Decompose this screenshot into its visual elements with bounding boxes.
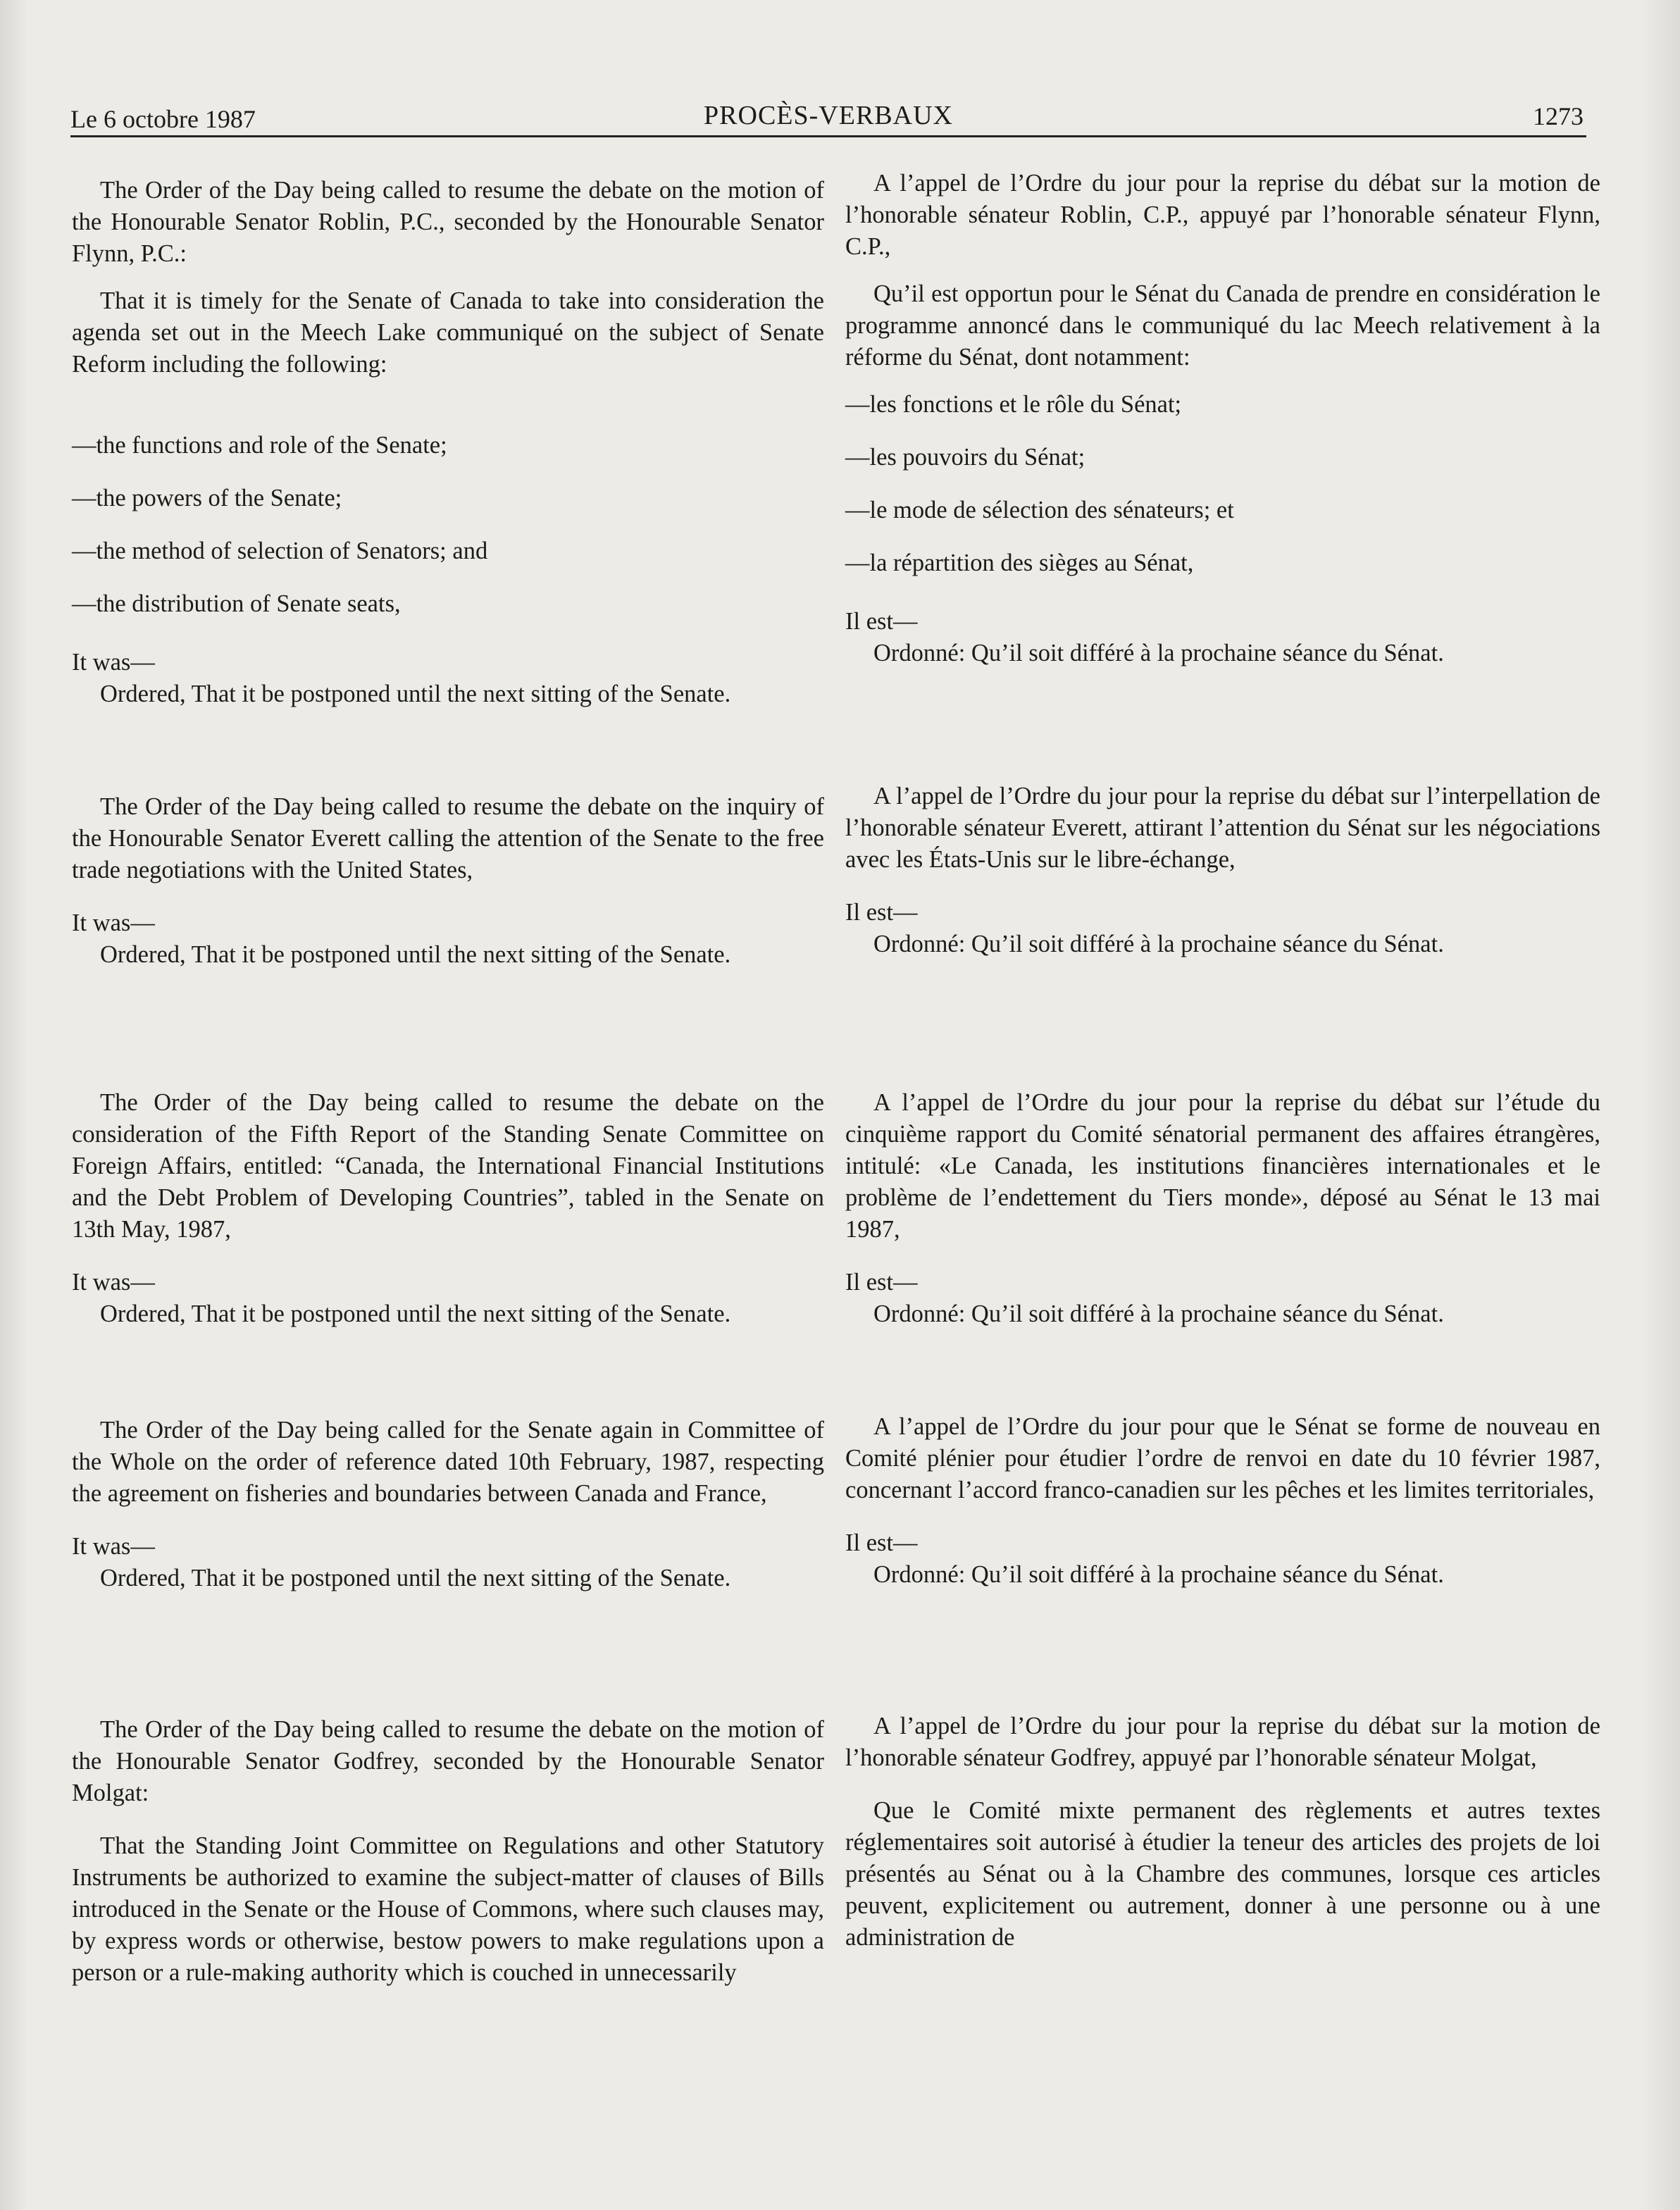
fr-item2-ordered: Ordonné: Qu’il soit différé à la prochaine séance du Sénat. <box>873 931 1444 957</box>
page-header <box>70 99 1586 137</box>
en-item1-list-0: —the functions and role of the Senate; <box>72 432 447 459</box>
header-title: PROCÈS-VERBAUX <box>704 101 953 130</box>
fr-item1-intro: A l’appel de l’Ordre du jour pour la reprise du débat sur la motion de l’honorable sénateur Roblin, C.P., appuyé par l’honorable sénateur Flynn, C.P., <box>845 170 1600 260</box>
header-date: Le 6 octobre 1987 <box>70 105 256 133</box>
fr-item1-list-2: —le mode de sélection des sénateurs; et <box>845 497 1234 523</box>
fr-item1-ordered: Ordonné: Qu’il soit différé à la prochaine séance du Sénat. <box>873 640 1444 666</box>
en-item1-motion: That it is timely for the Senate of Canada to take into consideration the agenda set out in the Meech Lake communiqué on the subject of Senate Reform including the following: <box>72 287 824 378</box>
fr-item3-intro: A l’appel de l’Ordre du jour pour la reprise du débat sur l’étude du cinquième rapport du Comité sénatorial permanent des affaires étrangères, intitulé: «Le Canada, les institutions financières internationales et le problème de l’endettement du Tiers monde», déposé au Sénat le 13 mai 1987, <box>845 1089 1600 1243</box>
en-item1-intro: The Order of the Day being called to resume the debate on the motion of the Honourable Senator Roblin, P.C., seconded by the Honourable Senator Flynn, P.C.: <box>72 177 824 267</box>
fr-item2-it-was: Il est— <box>845 899 918 926</box>
fr-item-fisheries <box>845 1411 1600 1591</box>
fr-item1-list-0: —les fonctions et le rôle du Sénat; <box>845 391 1182 418</box>
fr-item-everett <box>845 781 1600 960</box>
fr-item-godfrey <box>845 1711 1600 1954</box>
fr-item5-motion: Que le Comité mixte permanent des règlements et autres textes réglementaires soit autorisé à étudier la teneur des articles des projets de loi présentés au Sénat ou à la Chambre des communes, lorsque ces articles peuvent, explicitement ou autrement, donner à une personne ou à une administration de <box>845 1797 1600 1951</box>
en-item1-list-3: —the distribution of Senate seats, <box>72 590 401 617</box>
fr-item3-it-was: Il est— <box>845 1269 918 1296</box>
en-item-fifth-report <box>72 1087 824 1330</box>
fr-item2-intro: A l’appel de l’Ordre du jour pour la reprise du débat sur l’interpellation de l’honorable sénateur Everett, attirant l’attention du Sénat sur les négociations avec les États-Unis sur le libre-échange, <box>845 783 1600 873</box>
fr-item5-intro: A l’appel de l’Ordre du jour pour la reprise du débat sur la motion de l’honorable sénateur Godfrey, appuyé par l’honorable sénateur Molgat, <box>845 1713 1600 1771</box>
en-item5-intro: The Order of the Day being called to resume the debate on the motion of the Honourable Senator Godfrey, seconded by the Honourable Senator Molgat: <box>72 1716 824 1806</box>
fr-item-roblin <box>845 168 1600 669</box>
fr-item1-list-1: —les pouvoirs du Sénat; <box>845 444 1085 471</box>
en-item-fisheries <box>72 1415 824 1594</box>
en-item1-list-2: —the method of selection of Senators; and <box>72 538 488 564</box>
en-item4-intro: The Order of the Day being called for the Senate again in Committee of the Whole on the order of reference dated 10th February, 1987, respecting the agreement on fisheries and boundaries between Canada and France, <box>72 1417 824 1507</box>
fr-item-fifth-report <box>845 1087 1600 1330</box>
en-item2-it-was: It was— <box>72 910 155 936</box>
en-item-roblin <box>72 175 824 710</box>
en-item4-ordered: Ordered, That it be postponed until the next sitting of the Senate. <box>100 1565 731 1591</box>
en-item2-intro: The Order of the Day being called to resume the debate on the inquiry of the Honourable Senator Everett calling the attention of the Senate to the free trade negotiations with the United States, <box>72 793 824 883</box>
en-item5-motion: That the Standing Joint Committee on Regulations and other Statutory Instruments be authorized to examine the subject-matter of clauses of Bills introduced in the Senate or the House of Commons, where such clauses may, by express words or otherwise, bestow powers to make regulations upon a person or a rule-making authority which is couched in unnecessarily <box>72 1832 824 1986</box>
en-item1-ordered: Ordered, That it be postponed until the next sitting of the Senate. <box>100 681 731 707</box>
fr-item4-intro: A l’appel de l’Ordre du jour pour que le Sénat se forme de nouveau en Comité plénier pour étudier l’ordre de renvoi en date du 10 février 1987, concernant l’accord franco-canadien sur les pêches et les limites territoriales, <box>845 1413 1600 1503</box>
fr-item4-it-was: Il est— <box>845 1529 918 1556</box>
en-item-godfrey <box>72 1714 824 1989</box>
en-item2-ordered: Ordered, That it be postponed until the next sitting of the Senate. <box>100 941 731 968</box>
en-item3-it-was: It was— <box>72 1269 155 1296</box>
fr-item3-ordered: Ordonné: Qu’il soit différé à la prochaine séance du Sénat. <box>873 1300 1444 1327</box>
en-item1-it-was: It was— <box>72 649 155 676</box>
fr-item4-ordered: Ordonné: Qu’il soit différé à la prochaine séance du Sénat. <box>873 1561 1444 1588</box>
en-item3-ordered: Ordered, That it be postponed until the next sitting of the Senate. <box>100 1300 731 1327</box>
fr-item1-it-was: Il est— <box>845 608 918 635</box>
page-number: 1273 <box>1533 102 1583 130</box>
fr-item1-motion: Qu’il est opportun pour le Sénat du Canada de prendre en considération le programme annoncé dans le communiqué du lac Meech relativement à la réforme du Sénat, dont notamment: <box>845 280 1600 371</box>
en-item3-intro: The Order of the Day being called to resume the debate on the consideration of the Fifth Report of the Standing Senate Committee on Foreign Affairs, entitled: “Canada, the International Financial Institutions and the Debt Problem of Developing Countries”, tabled in the Senate on 13th May, 1987, <box>72 1089 824 1243</box>
en-item4-it-was: It was— <box>72 1533 155 1560</box>
fr-item1-list-3: —la répartition des sièges au Sénat, <box>845 550 1194 576</box>
en-item1-list-1: —the powers of the Senate; <box>72 485 342 511</box>
en-item-everett <box>72 791 824 971</box>
